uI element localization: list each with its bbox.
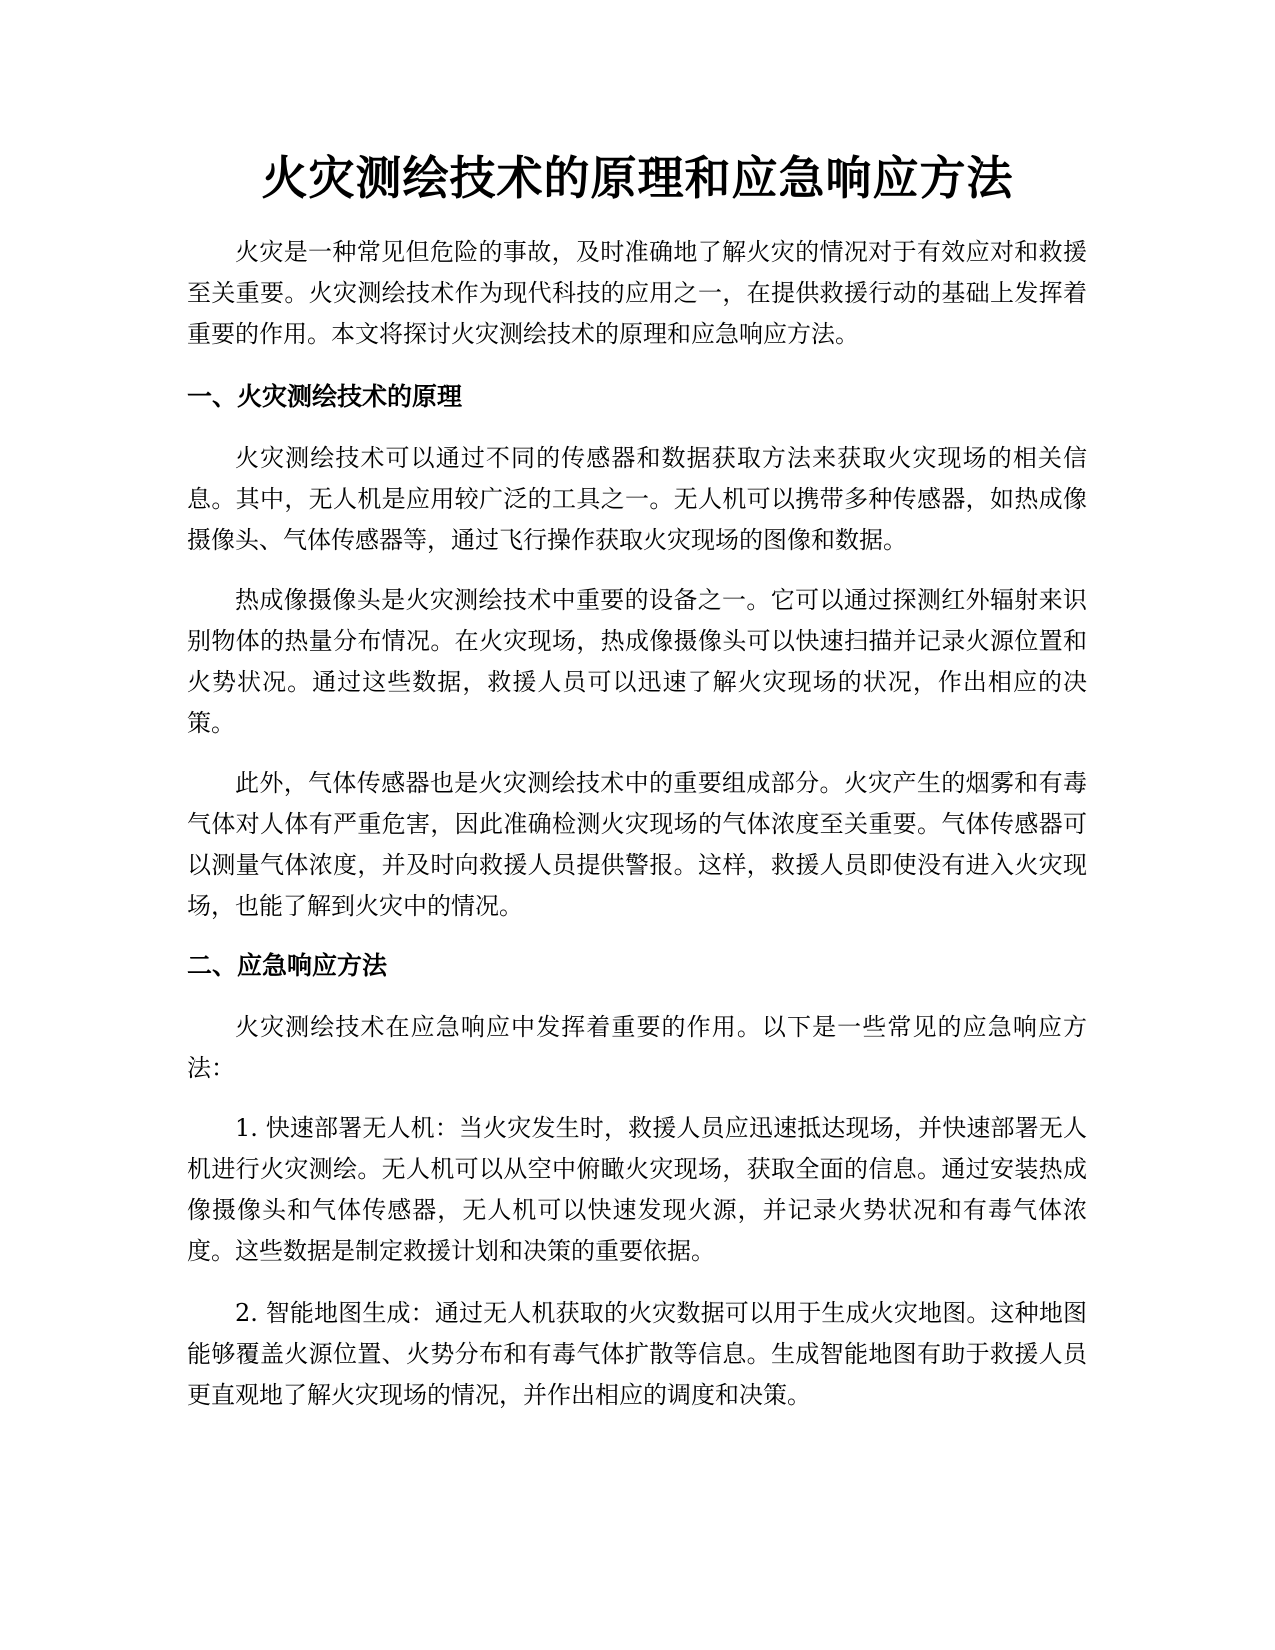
section-2-list-item-1: 1. 快速部署无人机：当火灾发生时，救援人员应迅速抵达现场，并快速部署无人机进行火灾测绘。无人机可以从空中俯瞰火灾现场，获取全面的信息。通过安装热成像摄像头和气体传感器，无人机可以快速发现火源，并记录火势状况和有毒气体浓度。这些数据是制定救援计划和决策的重要依据。 bbox=[187, 1114, 1087, 1265]
document-title: 火灾测绘技术的原理和应急响应方法 bbox=[261, 151, 1014, 205]
section-2-list-item-2: 2. 智能地图生成：通过无人机获取的火灾数据可以用于生成火灾地图。这种地图能够覆盖火源位置、火势分布和有毒气体扩散等信息。生成智能地图有助于救援人员更直观地了解火灾现场的情况，并作出相应的调度和决策。 bbox=[187, 1299, 1087, 1409]
intro-paragraph: 火灾是一种常见但危险的事故，及时准确地了解火灾的情况对于有效应对和救援至关重要。火灾测绘技术作为现代科技的应用之一，在提供救援行动的基础上发挥着重要的作用。本文将探讨火灾测绘技术的原理和应急响应方法。 bbox=[187, 238, 1087, 348]
section-1-paragraph-2: 热成像摄像头是火灾测绘技术中重要的设备之一。它可以通过探测红外辐射来识别物体的热量分布情况。在火灾现场，热成像摄像头可以快速扫描并记录火源位置和火势状况。通过这些数据，救援人员可以迅速了解火灾现场的状况，作出相应的决策。 bbox=[187, 586, 1087, 737]
section-2-heading: 二、应急响应方法 bbox=[187, 951, 388, 980]
section-1-paragraph-3: 此外，气体传感器也是火灾测绘技术中的重要组成部分。火灾产生的烟雾和有毒气体对人体有严重危害，因此准确检测火灾现场的气体浓度至关重要。气体传感器可以测量气体浓度，并及时向救援人员提供警报。这样，救援人员即使没有进入火灾现场，也能了解到火灾中的情况。 bbox=[187, 769, 1087, 920]
section-2-paragraph-1: 火灾测绘技术在应急响应中发挥着重要的作用。以下是一些常见的应急响应方法： bbox=[187, 1013, 1087, 1082]
section-1-heading: 一、火灾测绘技术的原理 bbox=[187, 382, 463, 411]
section-1-paragraph-1: 火灾测绘技术可以通过不同的传感器和数据获取方法来获取火灾现场的相关信息。其中，无人机是应用较广泛的工具之一。无人机可以携带多种传感器，如热成像摄像头、气体传感器等，通过飞行操作获取火灾现场的图像和数据。 bbox=[187, 444, 1087, 554]
